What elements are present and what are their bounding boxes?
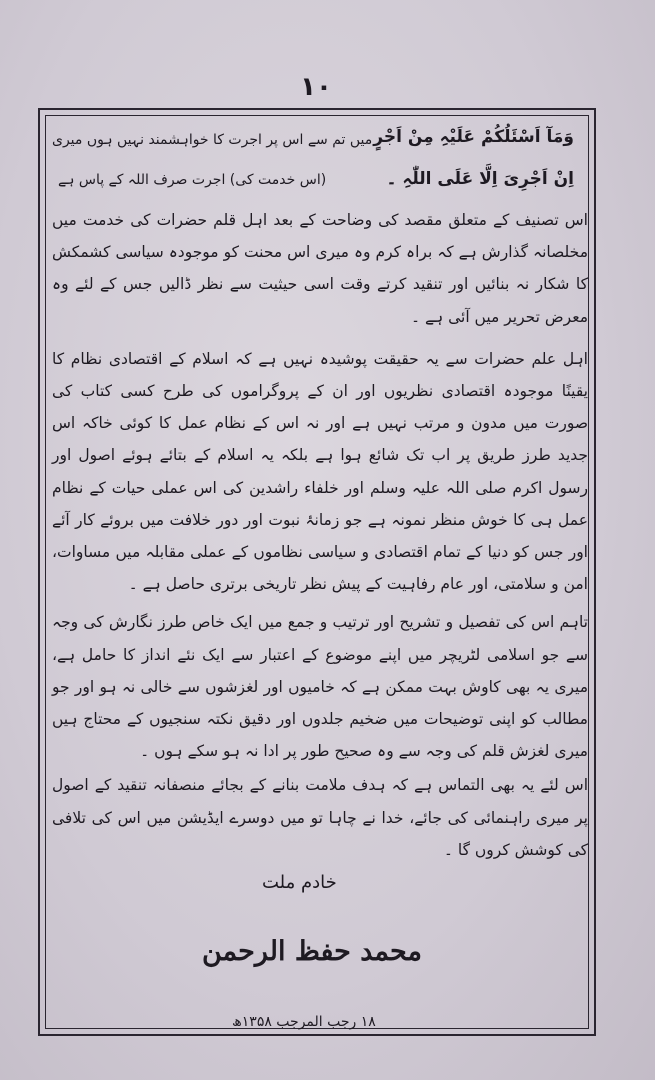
quranic-quote [52, 120, 588, 202]
paragraph-2: اہل علم حضرات سے یہ حقیقت پوشیدہ نہیں ہے کہ اسلام کے اقتصادی نظام کا یقینًا موجودہ اقتصادی نظریوں اور ان کے پروگراموں کی طرح کسی کتاب کی صورت میں مدون و مرتب نہیں ہے اور نہ اس کے نظام عمل کا کوئی خاکہ اس جدید طرز طریق پر اب تک شائع ہوا ہے بلکہ یہ اسلام کے بتائے ہوئے اصول اور رسول اکرم صلی اللہ علیہ وسلم اور خلفاء راشدین کی اس عملی حیات کے نظام عمل ہی کا خوش منظر نمونہ ہے جو زمانۂ نبوت اور دور خلافت میں بروئے کار آئے اور جس کو دنیا کے تمام اقتصادی و سیاسی نظاموں کے عملی مقابلہ میں مساوات، امن و سلامتی، اور عام رفاہیت کے پیش نظر تاریخی برتری حاصل ہے ۔ [52, 349, 588, 594]
quote-urdu-line-1: میں تم سے اس پر اجرت کا خواہشمند نہیں ہوں میری [52, 132, 373, 148]
paragraph-3: تاہم اس کی تفصیل و تشریح اور ترتیب و جمع میں ایک خاص طرز نگارش کی وجہ سے جو اسلامی لٹریچر میں اپنے موضوع کے اعتبار سے ایک نئے انداز کا حامل ہے، میری یہ بھی کاوش بہت ممکن ہے کہ خامیوں اور لغزشوں سے خالی نہ ہو اور جو مطالب کو اپنی توضیحات میں ضخیم جلدوں اور دقیق نکتہ سنجیوں کے محتاج ہیں میری لغزش قلم کی وجہ سے وہ صحیح طور پر ادا نہ ہو سکے ہوں ۔ [52, 613, 588, 761]
paragraph-4: اس لئے یہ بھی التماس ہے کہ ہدف ملامت بنانے کے بجائے منصفانہ تنقید کے اصول پر میری راہنمائی کی جائے، خدا نے چاہا تو میں دوسرے ایڈیشن میں اس کی تلافی کی کوشش کروں گا ۔ [52, 776, 588, 859]
signature-date: ۱۸ رجب المرجب ۱۳۵۸ھ [232, 1014, 376, 1031]
page-content [52, 120, 588, 1070]
signature-title: خادم ملت [262, 872, 337, 894]
quote-arabic-line-1: وَمَآ اَسْئَلُکُمْ عَلَیْہِ مِنْ اَجْرٍ [373, 127, 574, 147]
quote-arabic-line-2: اِنْ اَجْرِیَ اِلَّا عَلَی اللّٰہِ ۔ [386, 169, 574, 189]
paragraph-1: اس تصنیف کے متعلق مقصد کی وضاحت کے بعد اہل قلم حضرات کی خدمت میں مخلصانہ گذارش ہے کہ براہ کرم وہ میری اس محنت کو موجودہ سیاسی کشمکش کا شکار نہ بنائیں اور تنقید کرتے وقت اسی حیثیت سے نظر ڈالیں جس کے لئے وہ معرض تحریر میں آئی ہے ۔ [52, 211, 588, 326]
signature-block [52, 870, 588, 1070]
signature-name: محمد حفظ الرحمن [202, 936, 422, 968]
quote-urdu-line-2: (اس خدمت کی) اجرت صرف اللہ کے پاس ہے [58, 172, 327, 188]
page-number: ۱۰ [300, 72, 332, 102]
